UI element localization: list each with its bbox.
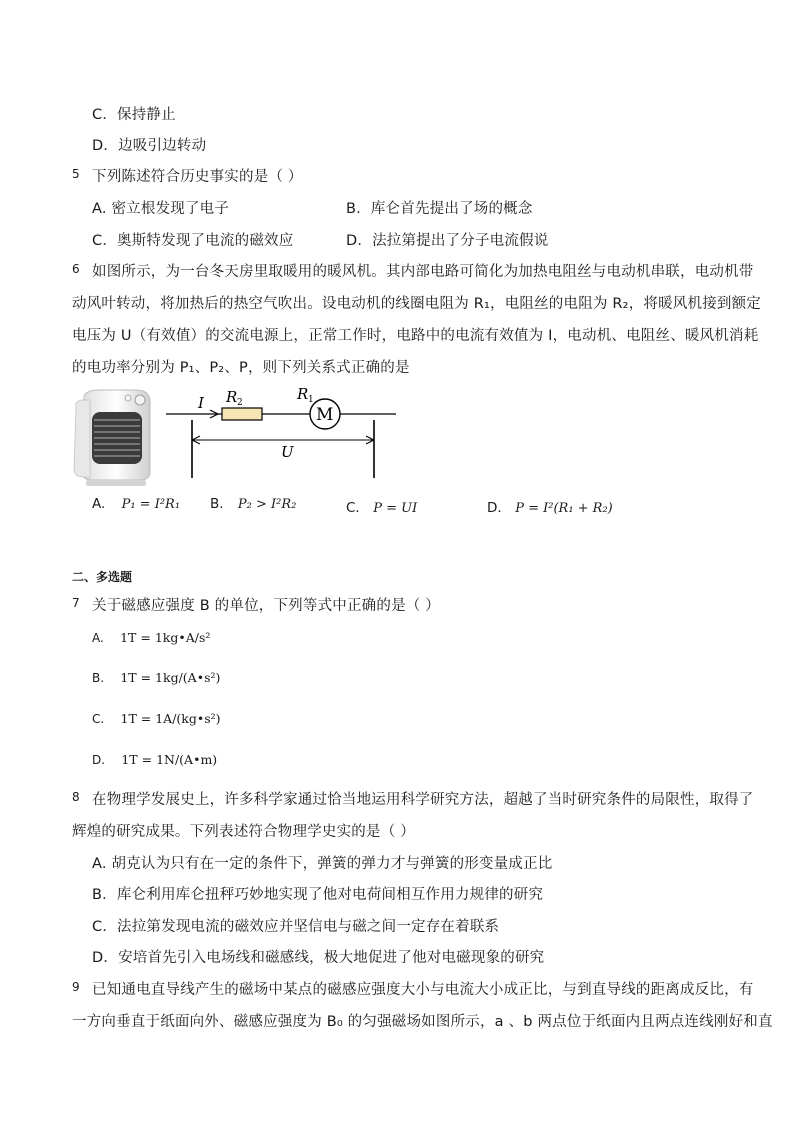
option-formula: 1T = 1kg•A/s²	[120, 630, 211, 645]
q9-number: 9	[72, 980, 80, 994]
q7-option-b	[92, 670, 220, 686]
q8-stem-line2: 辉煌的研究成果。下列表述符合物理学史实的是（ ）	[72, 824, 415, 840]
option-letter: A.	[92, 496, 106, 512]
q6-stem-line1: 如图所示，为一台冬天房里取暖用的暖风机。其内部电路可简化为加热电阻丝与电动机串联，电动机带	[92, 264, 754, 280]
q8-stem-line1: 在物理学发展史上，许多科学家通过恰当地运用科学研究方法，超越了当时研究条件的局限性，取得了	[92, 792, 754, 808]
section-heading: 二、多选题	[72, 570, 133, 584]
q6-stem-line4: 的电功率分别为 P₁、P₂、P，则下列关系式正确的是	[72, 360, 410, 376]
q9-stem-line2: 一方向垂直于纸面向外、磁感应强度为 B₀ 的匀强磁场如图所示，a 、b 两点位于纸面内且两点连线刚好和直	[72, 1014, 773, 1030]
r2-subscript: 2	[237, 398, 243, 408]
q8-number: 8	[72, 790, 80, 804]
q4-option-d: D．边吸引边转动	[92, 138, 207, 154]
option-formula: 1T = 1kg/(A•s²)	[120, 670, 221, 685]
circuit-diagram	[160, 384, 400, 480]
q4-option-c: C．保持静止	[92, 107, 176, 123]
option-letter: C．	[346, 500, 369, 516]
option-formula: P = UI	[373, 501, 418, 516]
option-letter: A.	[92, 631, 104, 645]
r1-subscript: 1	[308, 395, 314, 405]
option-letter: C.	[92, 712, 105, 726]
q5-number: 5	[72, 167, 80, 181]
option-letter: B.	[92, 671, 105, 685]
q6-option-c	[346, 496, 417, 516]
option-letter: D.	[92, 753, 106, 767]
q5-option-d: D．法拉第提出了分子电流假说	[346, 233, 549, 249]
option-formula: 1T = 1A/(kg•s²)	[120, 711, 221, 726]
q5-option-b: B．库仑首先提出了场的概念	[346, 201, 533, 217]
q5-stem: 下列陈述符合历史事实的是（ ）	[92, 169, 303, 185]
option-formula: P = I²(R₁ + R₂)	[515, 501, 613, 516]
q5-option-a: A. 密立根发现了电子	[92, 201, 230, 217]
q8-option-b: B．库仑利用库仑扭秤巧妙地实现了他对电荷间相互作用力规律的研究	[92, 887, 544, 903]
q7-stem: 关于磁感应强度 B 的单位，下列等式中正确的是（ ）	[92, 598, 440, 614]
heater-photo	[70, 388, 160, 488]
option-letter: D．	[487, 500, 511, 516]
option-formula: P₁ = I²R₁	[121, 497, 181, 512]
voltage-label: U	[281, 443, 294, 461]
q6-option-d	[487, 496, 613, 516]
q8-option-c: C．法拉第发现电流的磁效应并坚信电与磁之间一定存在着联系	[92, 919, 500, 935]
resistor-r2	[222, 408, 262, 420]
q6-option-b	[210, 496, 296, 512]
option-formula: P₂ > I²R₂	[237, 497, 297, 512]
r1-label: R	[297, 385, 309, 403]
q6-stem-line3: 电压为 U（有效值）的交流电源上，正常工作时，电路中的电流有效值为 I，电动机、电阻丝、暖风机消耗	[72, 328, 759, 344]
q7-option-a	[92, 630, 210, 646]
option-formula: 1T = 1N/(A•m)	[121, 752, 218, 767]
current-label: I	[198, 394, 204, 412]
q6-option-a	[92, 496, 180, 512]
q7-number: 7	[72, 596, 80, 610]
q7-option-d	[92, 752, 217, 768]
motor-label: M	[316, 405, 334, 425]
option-letter: B.	[210, 496, 224, 512]
q5-option-c: C．奥斯特发现了电流的磁效应	[92, 233, 294, 249]
q6-stem-line2: 动风叶转动，将加热后的热空气吹出。设电动机的线圈电阻为 R₁，电阻丝的电阻为 R₂，将暖风机接到额定	[72, 296, 761, 312]
q9-stem-line1: 已知通电直导线产生的磁场中某点的磁感应强度大小与电流大小成正比，与到直导线的距离成反比，有	[92, 982, 754, 998]
q8-option-a: A. 胡克认为只有在一定的条件下，弹簧的弹力才与弹簧的形变量成正比	[92, 856, 553, 872]
q6-number: 6	[72, 262, 80, 276]
q8-option-d: D．安培首先引入电场线和磁感线，极大地促进了他对电磁现象的研究	[92, 950, 545, 966]
q7-option-c	[92, 711, 221, 727]
r2-label: R	[226, 388, 238, 406]
